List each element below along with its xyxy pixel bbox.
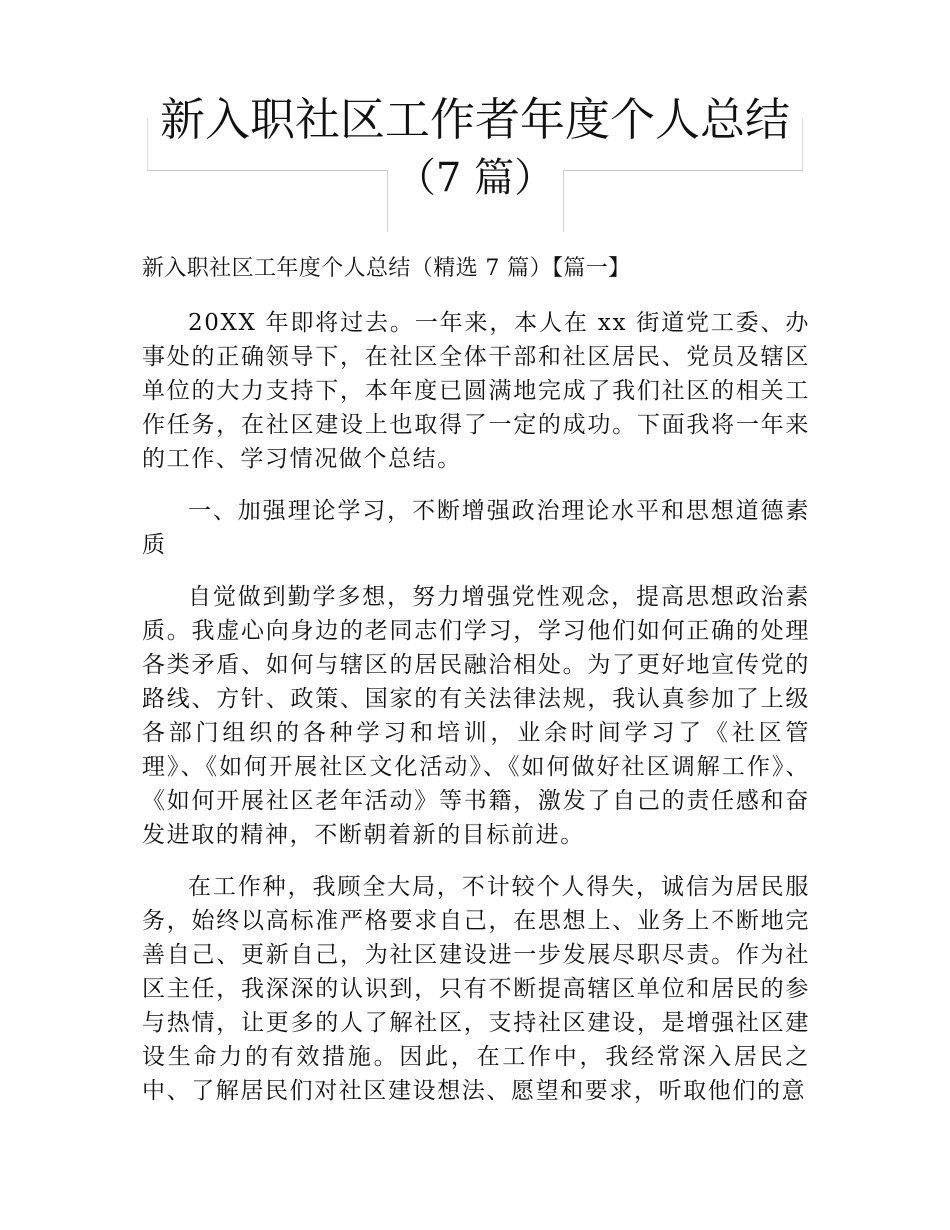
paragraph-work: 在工作种，我顾全大局，不计较个人得失，诚信为居民服务，始终以高标准严格要求自己，在思想上、业务上不断地完善自己、更新自己，为社区建设进一步发展尽职尽责。作为社区主任，我深深的认识到，只有不断提高辖区单位和居民的参与热情，让更多的人了解社区，支持社区建设，是增强社区建设生命力的有效措施。因此，在工作中，我经常深入居民之中、了解居民们对社区建设想法、愿望和要求，听取他们的意	[142, 874, 810, 1104]
document-title-count: （7 篇）	[395, 155, 555, 201]
document-body	[142, 306, 810, 1126]
section-heading: 新入职社区工年度个人总结（精选 7 篇）【篇一】	[142, 256, 631, 281]
paragraph-heading-theory: 一、加强理论学习，不断增强政治理论水平和思想道德素质	[142, 498, 810, 558]
document-title: 新入职社区工作者年度个人总结	[159, 93, 790, 146]
paragraph-study: 自觉做到勤学多想，努力增强党性观念，提高思想政治素质。我虚心向身边的老同志们学习，学习他们如何正确的处理各类矛盾、如何与辖区的居民融洽相处。为了更好地宣传党的路线、方针、政策、国家的有关法律法规，我认真参加了上级各部门组织的各种学习和培训，业余时间学习了《社区管理》、《如何开展社区文化活动》、《如何做好社区调解工作》、《如何开展社区老年活动》等书籍，激发了自己的责任感和奋发进取的精神，不断朝着新的目标前进。	[142, 584, 810, 848]
paragraph-intro: 20XX 年即将过去。一年来，本人在 xx 街道党工委、办事处的正确领导下，在社区全体干部和社区居民、党员及辖区单位的大力支持下，本年度已圆满地完成了我们社区的相关工作任务，在社区建设上也取得了一定的成功。下面我将一年来的工作、学习情况做个总结。	[142, 310, 810, 472]
